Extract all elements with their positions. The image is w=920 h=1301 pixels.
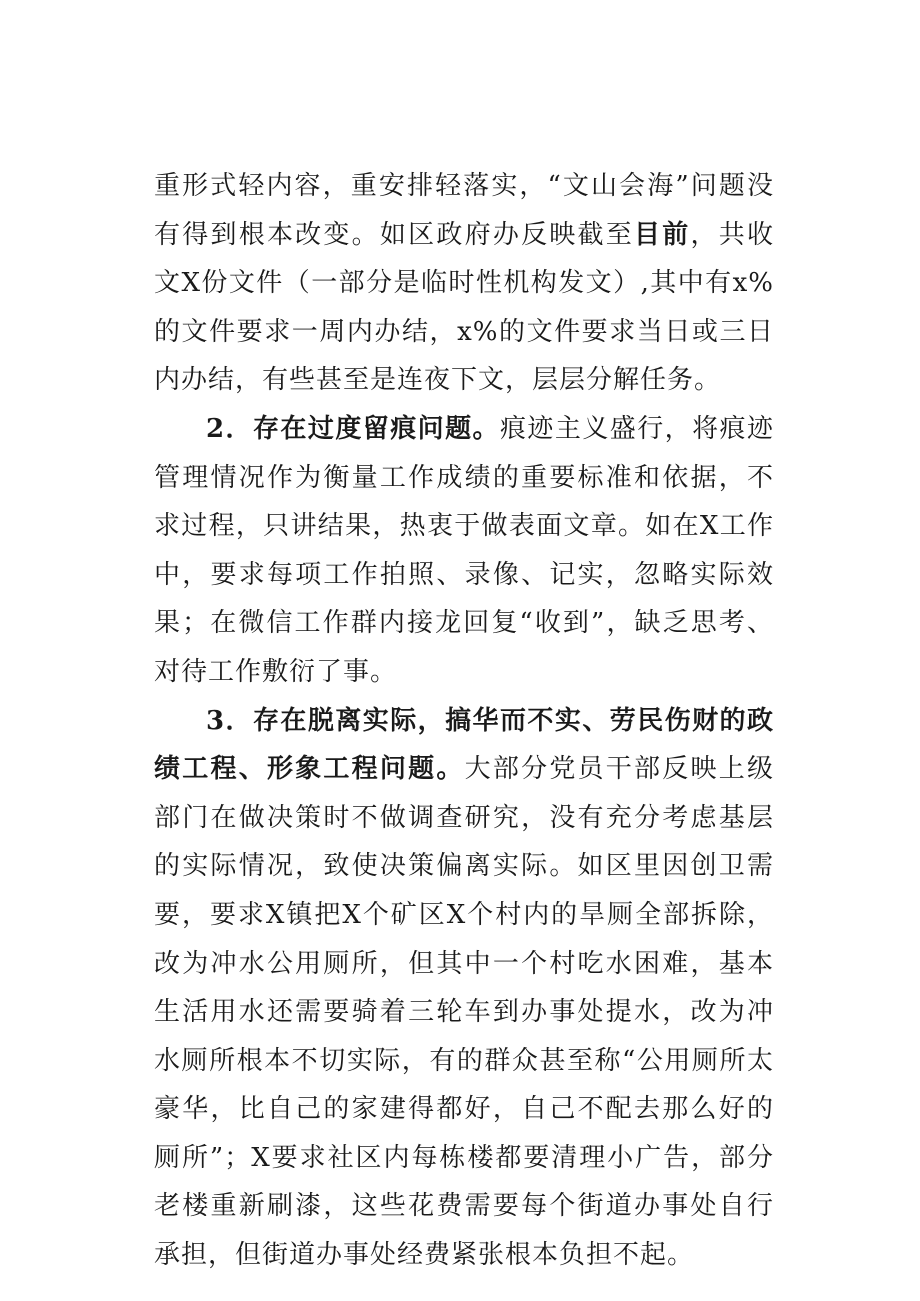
paragraph-1-text-a: 重形式轻内容，重安排轻落实，“文山会海”问题没有得到根本改变。如区政府办反映截至	[154, 171, 774, 250]
paragraph-1-bold-word: 目前	[634, 219, 691, 250]
paragraph-2	[154, 405, 774, 697]
paragraph-3-heading: 3．存在脱离实际，搞华而不实、劳民伤财的政绩工程、形象工程问题。	[154, 705, 774, 785]
paragraph-3-body: 大部分党员干部反映上级部门在做决策时不做调查研究，没有充分考虑基层的实际情况，致使决策偏离实际。如区里因创卫需要，要求X镇把X个矿区X个村内的旱厕全部拆除，改为冲水公用厕所，但其中一个村吃水困难，基本生活用水还需要骑着三轮车到办事处提水，改为冲水厕所根本不切实际，有的群众甚至称“公用厕所太豪华，比自己的家建得都好，自己不配去那么好的厕所”；X要求社区内每栋楼都要清理小广告，部分老楼重新刷漆，这些花费需要每个街道办事处自行承担，但街道办事处经费紧张根本负担不起。	[154, 754, 774, 1271]
paragraph-3	[154, 697, 774, 1280]
paragraph-1-text-b: ，共收文X份文件（一部分是临时性机构发文）,其中有x%的文件要求一周内办结，x%的文件要求当日或三日内办结，有些甚至是连夜下文，层层分解任务。	[154, 219, 774, 396]
paragraph-2-body: 痕迹主义盛行，将痕迹管理情况作为衡量工作成绩的重要标准和依据，不求过程，只讲结果，热衷于做表面文章。如在X工作中，要求每项工作拍照、录像、记实，忽略实际效果；在微信工作群内接龙回复“收到”，缺乏思考、对待工作敷衍了事。	[154, 413, 774, 687]
paragraph-2-heading: 2．存在过度留痕问题。	[206, 413, 500, 444]
document-body	[154, 162, 774, 1280]
paragraph-1	[154, 162, 774, 405]
